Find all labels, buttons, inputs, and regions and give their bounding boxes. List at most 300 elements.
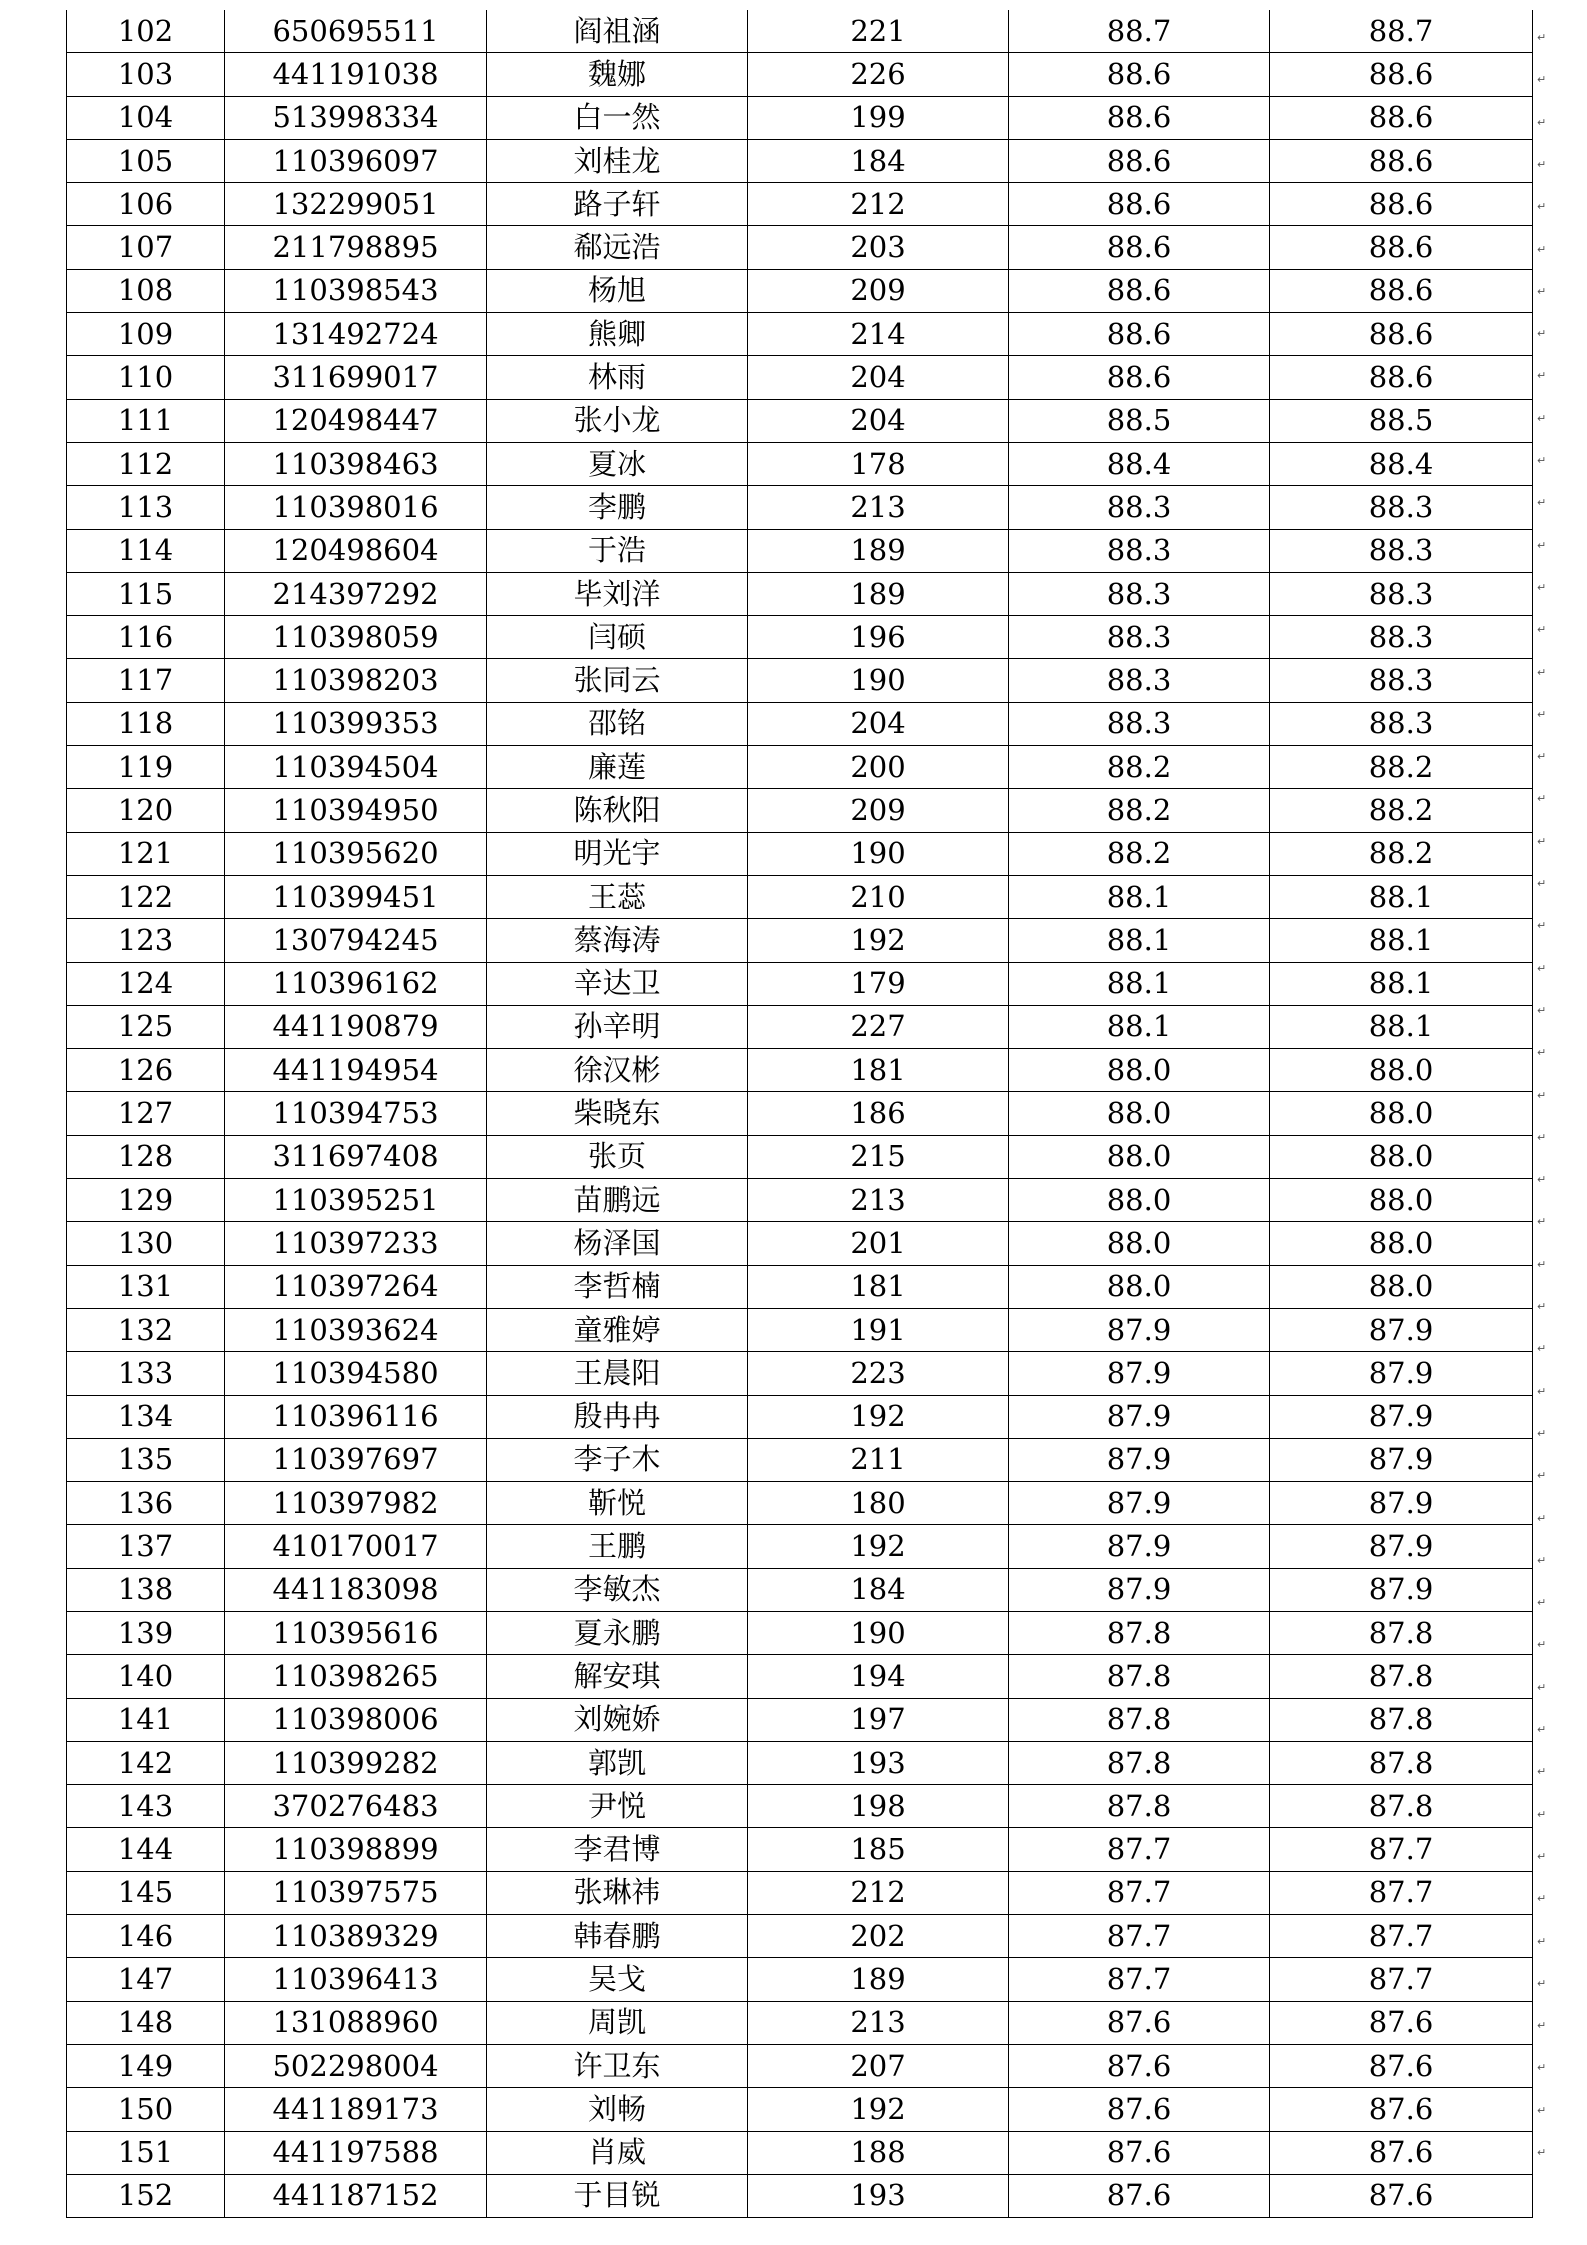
rank-cell: 146 <box>67 1915 225 1958</box>
exam-id-cell: 110396116 <box>225 1395 487 1438</box>
paragraph-mark-icon: ↵ <box>1537 200 1547 214</box>
raw-score-cell: 193 <box>748 1741 1009 1784</box>
rank-cell: 138 <box>67 1568 225 1611</box>
paragraph-mark-icon: ↵ <box>1537 327 1547 341</box>
raw-score-cell: 178 <box>748 442 1009 485</box>
final-score-cell: 88.2 <box>1270 832 1533 875</box>
paragraph-mark-icon: ↵ <box>1537 665 1547 679</box>
final-score-cell: 88.0 <box>1270 1049 1533 1092</box>
name-cell: 张同云 <box>487 659 748 702</box>
table-row <box>67 1438 1533 1481</box>
name-cell: 毕刘洋 <box>487 572 748 615</box>
score-cell: 87.9 <box>1009 1568 1270 1611</box>
table-row <box>67 269 1533 312</box>
final-score-cell: 87.8 <box>1270 1741 1533 1784</box>
raw-score-cell: 204 <box>748 702 1009 745</box>
name-cell: 徐汉彬 <box>487 1049 748 1092</box>
raw-score-cell: 210 <box>748 875 1009 918</box>
rank-cell: 113 <box>67 486 225 529</box>
score-cell: 88.0 <box>1009 1135 1270 1178</box>
name-cell: 李君博 <box>487 1828 748 1871</box>
paragraph-mark-icon: ↵ <box>1537 1046 1547 1060</box>
name-cell: 童雅婷 <box>487 1308 748 1351</box>
raw-score-cell: 209 <box>748 269 1009 312</box>
table-row <box>67 789 1533 832</box>
rank-cell: 109 <box>67 313 225 356</box>
score-cell: 87.7 <box>1009 1828 1270 1871</box>
table-row <box>67 1092 1533 1135</box>
score-cell: 88.5 <box>1009 399 1270 442</box>
score-cell: 87.6 <box>1009 2088 1270 2131</box>
table-row <box>67 962 1533 1005</box>
table-row <box>67 702 1533 745</box>
raw-score-cell: 198 <box>748 1785 1009 1828</box>
rank-cell: 118 <box>67 702 225 745</box>
exam-id-cell: 110398463 <box>225 442 487 485</box>
final-score-cell: 87.9 <box>1270 1352 1533 1395</box>
score-cell: 87.8 <box>1009 1698 1270 1741</box>
final-score-cell: 88.1 <box>1270 919 1533 962</box>
score-cell: 87.8 <box>1009 1655 1270 1698</box>
name-cell: 陈秋阳 <box>487 789 748 832</box>
score-cell: 87.9 <box>1009 1525 1270 1568</box>
table-row <box>67 1482 1533 1525</box>
name-cell: 魏娜 <box>487 53 748 96</box>
paragraph-mark-icon: ↵ <box>1537 1723 1547 1736</box>
score-cell: 87.9 <box>1009 1308 1270 1351</box>
name-cell: 许卫东 <box>487 2044 748 2087</box>
paragraph-mark-icon: ↵ <box>1537 411 1547 425</box>
score-cell: 88.6 <box>1009 226 1270 269</box>
paragraph-mark-icon: ↵ <box>1537 834 1547 848</box>
final-score-cell: 87.6 <box>1270 2044 1533 2087</box>
name-cell: 殷冉冉 <box>487 1395 748 1438</box>
table-row <box>67 2044 1533 2087</box>
final-score-cell: 88.0 <box>1270 1265 1533 1308</box>
exam-id-cell: 110396413 <box>225 1958 487 2001</box>
score-cell: 88.6 <box>1009 183 1270 226</box>
rank-cell: 137 <box>67 1525 225 1568</box>
paragraph-mark-icon: ↵ <box>1537 284 1547 298</box>
paragraph-mark-icon: ↵ <box>1537 538 1547 552</box>
exam-id-cell: 311699017 <box>225 356 487 399</box>
paragraph-mark-icon: ↵ <box>1537 1680 1547 1694</box>
score-cell: 88.0 <box>1009 1265 1270 1308</box>
name-cell: 孙辛明 <box>487 1005 748 1048</box>
rank-cell: 141 <box>67 1698 225 1741</box>
name-cell: 郭凯 <box>487 1741 748 1784</box>
score-cell: 88.3 <box>1009 616 1270 659</box>
name-cell: 刘桂龙 <box>487 139 748 182</box>
name-cell: 李鹏 <box>487 486 748 529</box>
raw-score-cell: 192 <box>748 1395 1009 1438</box>
table-row <box>67 356 1533 399</box>
name-cell: 靳悦 <box>487 1482 748 1525</box>
score-cell: 87.8 <box>1009 1785 1270 1828</box>
exam-id-cell: 110399282 <box>225 1741 487 1784</box>
rank-cell: 105 <box>67 139 225 182</box>
raw-score-cell: 223 <box>748 1352 1009 1395</box>
rank-cell: 139 <box>67 1611 225 1654</box>
rank-cell: 143 <box>67 1785 225 1828</box>
rank-cell: 129 <box>67 1179 225 1222</box>
name-cell: 李敏杰 <box>487 1568 748 1611</box>
final-score-cell: 87.7 <box>1270 1828 1533 1871</box>
exam-id-cell: 502298004 <box>225 2044 487 2087</box>
final-score-cell: 87.6 <box>1270 2001 1533 2044</box>
raw-score-cell: 185 <box>748 1828 1009 1871</box>
table-row <box>67 1308 1533 1351</box>
exam-id-cell: 110397233 <box>225 1222 487 1265</box>
exam-id-cell: 131492724 <box>225 313 487 356</box>
raw-score-cell: 200 <box>748 746 1009 789</box>
name-cell: 李哲楠 <box>487 1265 748 1308</box>
name-cell: 闫硕 <box>487 616 748 659</box>
paragraph-mark-icon: ↵ <box>1537 242 1547 256</box>
score-cell: 88.6 <box>1009 139 1270 182</box>
rank-cell: 104 <box>67 96 225 139</box>
paragraph-mark-icon: ↵ <box>1537 580 1547 594</box>
score-cell: 87.6 <box>1009 2044 1270 2087</box>
score-cell: 87.7 <box>1009 1958 1270 2001</box>
paragraph-mark-icon: ↵ <box>1537 369 1547 383</box>
exam-id-cell: 441187152 <box>225 2174 487 2217</box>
rank-cell: 130 <box>67 1222 225 1265</box>
score-cell: 88.2 <box>1009 789 1270 832</box>
final-score-cell: 88.3 <box>1270 486 1533 529</box>
rank-cell: 114 <box>67 529 225 572</box>
final-score-cell: 87.6 <box>1270 2131 1533 2174</box>
raw-score-cell: 207 <box>748 2044 1009 2087</box>
raw-score-cell: 209 <box>748 789 1009 832</box>
raw-score-cell: 201 <box>748 1222 1009 1265</box>
paragraph-mark-icon: ↵ <box>1537 31 1547 44</box>
exam-id-cell: 110394504 <box>225 746 487 789</box>
paragraph-mark-icon: ↵ <box>1537 2103 1547 2117</box>
raw-score-cell: 181 <box>748 1049 1009 1092</box>
table-row <box>67 313 1533 356</box>
exam-id-cell: 110396162 <box>225 962 487 1005</box>
score-cell: 88.7 <box>1009 10 1270 53</box>
rank-cell: 132 <box>67 1308 225 1351</box>
name-cell: 蔡海涛 <box>487 919 748 962</box>
exam-id-cell: 370276483 <box>225 1785 487 1828</box>
rank-cell: 111 <box>67 399 225 442</box>
final-score-cell: 87.9 <box>1270 1438 1533 1481</box>
table-row <box>67 1395 1533 1438</box>
final-score-cell: 87.8 <box>1270 1785 1533 1828</box>
rank-cell: 121 <box>67 832 225 875</box>
rank-cell: 136 <box>67 1482 225 1525</box>
score-cell: 88.3 <box>1009 659 1270 702</box>
name-cell: 路子轩 <box>487 183 748 226</box>
rank-cell: 131 <box>67 1265 225 1308</box>
table-row <box>67 1568 1533 1611</box>
score-cell: 88.2 <box>1009 832 1270 875</box>
paragraph-mark-icon: ↵ <box>1537 792 1547 806</box>
score-cell: 88.0 <box>1009 1222 1270 1265</box>
score-cell: 88.1 <box>1009 962 1270 1005</box>
score-cell: 87.6 <box>1009 2001 1270 2044</box>
rank-cell: 151 <box>67 2131 225 2174</box>
table-row <box>67 96 1533 139</box>
table-row <box>67 1525 1533 1568</box>
raw-score-cell: 213 <box>748 2001 1009 2044</box>
raw-score-cell: 204 <box>748 356 1009 399</box>
name-cell: 于浩 <box>487 529 748 572</box>
score-cell: 88.6 <box>1009 53 1270 96</box>
name-cell: 辛达卫 <box>487 962 748 1005</box>
exam-id-cell: 110398265 <box>225 1655 487 1698</box>
paragraph-mark-icon: ↵ <box>1537 1765 1547 1779</box>
score-cell: 88.6 <box>1009 313 1270 356</box>
name-cell: 尹悦 <box>487 1785 748 1828</box>
final-score-cell: 88.6 <box>1270 313 1533 356</box>
rank-cell: 150 <box>67 2088 225 2131</box>
paragraph-mark-icon: ↵ <box>1537 1257 1547 1271</box>
rank-cell: 106 <box>67 183 225 226</box>
raw-score-cell: 179 <box>748 962 1009 1005</box>
table-row <box>67 1265 1533 1308</box>
raw-score-cell: 212 <box>748 1871 1009 1914</box>
table-row <box>67 875 1533 918</box>
paragraph-mark-icon: ↵ <box>1537 961 1547 975</box>
raw-score-cell: 190 <box>748 1611 1009 1654</box>
paragraph-mark-icon: ↵ <box>1537 623 1547 637</box>
rank-cell: 127 <box>67 1092 225 1135</box>
final-score-cell: 88.6 <box>1270 183 1533 226</box>
raw-score-cell: 226 <box>748 53 1009 96</box>
rank-cell: 145 <box>67 1871 225 1914</box>
name-cell: 张小龙 <box>487 399 748 442</box>
exam-id-cell: 214397292 <box>225 572 487 615</box>
exam-id-cell: 513998334 <box>225 96 487 139</box>
score-cell: 87.8 <box>1009 1611 1270 1654</box>
final-score-cell: 87.8 <box>1270 1698 1533 1741</box>
exam-id-cell: 441183098 <box>225 1568 487 1611</box>
raw-score-cell: 192 <box>748 919 1009 962</box>
table-row <box>67 1698 1533 1741</box>
final-score-cell: 87.9 <box>1270 1482 1533 1525</box>
exam-id-cell: 410170017 <box>225 1525 487 1568</box>
exam-id-cell: 110398899 <box>225 1828 487 1871</box>
score-cell: 88.1 <box>1009 919 1270 962</box>
final-score-cell: 88.3 <box>1270 659 1533 702</box>
table-row <box>67 832 1533 875</box>
final-score-cell: 88.5 <box>1270 399 1533 442</box>
final-score-cell: 88.4 <box>1270 442 1533 485</box>
name-cell: 周凯 <box>487 2001 748 2044</box>
exam-id-cell: 211798895 <box>225 226 487 269</box>
paragraph-mark-icon: ↵ <box>1537 1342 1547 1356</box>
exam-id-cell: 110394580 <box>225 1352 487 1395</box>
raw-score-cell: 227 <box>748 1005 1009 1048</box>
final-score-cell: 88.6 <box>1270 269 1533 312</box>
raw-score-cell: 191 <box>748 1308 1009 1351</box>
final-score-cell: 87.9 <box>1270 1525 1533 1568</box>
paragraph-mark-icon: ↵ <box>1537 1807 1547 1821</box>
raw-score-cell: 189 <box>748 1958 1009 2001</box>
table-row <box>67 1655 1533 1698</box>
exam-id-cell: 110397264 <box>225 1265 487 1308</box>
table-row <box>67 226 1533 269</box>
raw-score-cell: 194 <box>748 1655 1009 1698</box>
rank-cell: 116 <box>67 616 225 659</box>
paragraph-mark-icon: ↵ <box>1537 73 1547 87</box>
paragraph-mark-icon: ↵ <box>1537 1976 1547 1990</box>
exam-id-cell: 110394753 <box>225 1092 487 1135</box>
rank-cell: 107 <box>67 226 225 269</box>
rank-cell: 124 <box>67 962 225 1005</box>
rank-cell: 134 <box>67 1395 225 1438</box>
paragraph-mark-icon: ↵ <box>1537 454 1547 467</box>
score-cell: 88.0 <box>1009 1049 1270 1092</box>
exam-id-cell: 110394950 <box>225 789 487 832</box>
exam-id-cell: 110397575 <box>225 1871 487 1914</box>
name-cell: 解安琪 <box>487 1655 748 1698</box>
exam-id-cell: 441194954 <box>225 1049 487 1092</box>
exam-id-cell: 110395251 <box>225 1179 487 1222</box>
paragraph-mark-icon: ↵ <box>1537 157 1547 171</box>
score-cell: 88.3 <box>1009 702 1270 745</box>
raw-score-cell: 202 <box>748 1915 1009 1958</box>
name-cell: 刘畅 <box>487 2088 748 2131</box>
table-row <box>67 486 1533 529</box>
raw-score-cell: 192 <box>748 1525 1009 1568</box>
table-row <box>67 1179 1533 1222</box>
raw-score-cell: 211 <box>748 1438 1009 1481</box>
exam-id-cell: 110395620 <box>225 832 487 875</box>
table-row <box>67 442 1533 485</box>
final-score-cell: 88.1 <box>1270 962 1533 1005</box>
rank-cell: 122 <box>67 875 225 918</box>
paragraph-mark-icon: ↵ <box>1537 1638 1547 1652</box>
name-cell: 苗鹏远 <box>487 1179 748 1222</box>
rank-cell: 144 <box>67 1828 225 1871</box>
rank-cell: 125 <box>67 1005 225 1048</box>
name-cell: 王鹏 <box>487 1525 748 1568</box>
rank-cell: 148 <box>67 2001 225 2044</box>
raw-score-cell: 184 <box>748 139 1009 182</box>
paragraph-mark-icon: ↵ <box>1537 1849 1547 1863</box>
paragraph-mark-icon: ↵ <box>1537 1553 1547 1567</box>
raw-score-cell: 189 <box>748 529 1009 572</box>
exam-id-cell: 441189173 <box>225 2088 487 2131</box>
score-cell: 87.9 <box>1009 1352 1270 1395</box>
name-cell: 韩春鹏 <box>487 1915 748 1958</box>
score-cell: 87.8 <box>1009 1741 1270 1784</box>
raw-score-cell: 221 <box>748 10 1009 53</box>
score-cell: 87.7 <box>1009 1871 1270 1914</box>
exam-id-cell: 110398016 <box>225 486 487 529</box>
table-row <box>67 572 1533 615</box>
table-row <box>67 2001 1533 2044</box>
raw-score-cell: 190 <box>748 659 1009 702</box>
final-score-cell: 88.3 <box>1270 616 1533 659</box>
final-score-cell: 88.2 <box>1270 746 1533 789</box>
paragraph-mark-icon: ↵ <box>1537 877 1547 890</box>
paragraph-mark-icon: ↵ <box>1537 2061 1547 2075</box>
table-row <box>67 1915 1533 1958</box>
name-cell: 阎祖涵 <box>487 10 748 53</box>
rank-cell: 108 <box>67 269 225 312</box>
rank-cell: 133 <box>67 1352 225 1395</box>
final-score-cell: 87.9 <box>1270 1308 1533 1351</box>
score-cell: 88.0 <box>1009 1179 1270 1222</box>
final-score-cell: 88.2 <box>1270 789 1533 832</box>
name-cell: 李子木 <box>487 1438 748 1481</box>
paragraph-mark-icon: ↵ <box>1537 2019 1547 2033</box>
rank-cell: 152 <box>67 2174 225 2217</box>
exam-id-cell: 131088960 <box>225 2001 487 2044</box>
exam-id-cell: 110399451 <box>225 875 487 918</box>
name-cell: 肖威 <box>487 2131 748 2174</box>
score-cell: 88.6 <box>1009 96 1270 139</box>
paragraph-mark-icon: ↵ <box>1537 1173 1547 1187</box>
paragraph-mark-icon: ↵ <box>1537 1215 1547 1229</box>
paragraph-mark-icon: ↵ <box>1537 496 1547 510</box>
final-score-cell: 88.0 <box>1270 1222 1533 1265</box>
final-score-cell: 88.7 <box>1270 10 1533 53</box>
exam-id-cell: 130794245 <box>225 919 487 962</box>
final-score-cell: 88.6 <box>1270 139 1533 182</box>
final-score-cell: 88.6 <box>1270 96 1533 139</box>
rank-cell: 117 <box>67 659 225 702</box>
table-row <box>67 1741 1533 1784</box>
name-cell: 张琳祎 <box>487 1871 748 1914</box>
final-score-cell: 88.0 <box>1270 1135 1533 1178</box>
final-score-cell: 88.3 <box>1270 572 1533 615</box>
raw-score-cell: 213 <box>748 1179 1009 1222</box>
score-cell: 87.9 <box>1009 1395 1270 1438</box>
exam-id-cell: 110395616 <box>225 1611 487 1654</box>
raw-score-cell: 189 <box>748 572 1009 615</box>
score-cell: 87.9 <box>1009 1438 1270 1481</box>
table-row <box>67 1049 1533 1092</box>
raw-score-cell: 190 <box>748 832 1009 875</box>
score-cell: 88.4 <box>1009 442 1270 485</box>
rank-cell: 128 <box>67 1135 225 1178</box>
paragraph-mark-icon: ↵ <box>1537 1892 1547 1906</box>
paragraph-mark-icon: ↵ <box>1537 1300 1547 1313</box>
exam-id-cell: 110397697 <box>225 1438 487 1481</box>
score-cell: 88.2 <box>1009 746 1270 789</box>
name-cell: 于目锐 <box>487 2174 748 2217</box>
paragraph-mark-icon: ↵ <box>1537 1088 1547 1102</box>
table-row <box>67 1135 1533 1178</box>
rank-cell: 115 <box>67 572 225 615</box>
rank-cell: 149 <box>67 2044 225 2087</box>
rank-cell: 147 <box>67 1958 225 2001</box>
final-score-cell: 88.3 <box>1270 529 1533 572</box>
table-row <box>67 10 1533 53</box>
raw-score-cell: 180 <box>748 1482 1009 1525</box>
final-score-cell: 88.6 <box>1270 226 1533 269</box>
table-row <box>67 53 1533 96</box>
score-cell: 88.6 <box>1009 269 1270 312</box>
exam-id-cell: 110397982 <box>225 1482 487 1525</box>
table-row <box>67 1828 1533 1871</box>
score-cell: 88.1 <box>1009 875 1270 918</box>
name-cell: 刘婉娇 <box>487 1698 748 1741</box>
paragraph-mark-icon: ↵ <box>1537 919 1547 933</box>
paragraph-mark-icon: ↵ <box>1537 115 1547 129</box>
rank-cell: 110 <box>67 356 225 399</box>
exam-id-cell: 110399353 <box>225 702 487 745</box>
raw-score-cell: 212 <box>748 183 1009 226</box>
table-row <box>67 139 1533 182</box>
score-cell: 87.7 <box>1009 1915 1270 1958</box>
